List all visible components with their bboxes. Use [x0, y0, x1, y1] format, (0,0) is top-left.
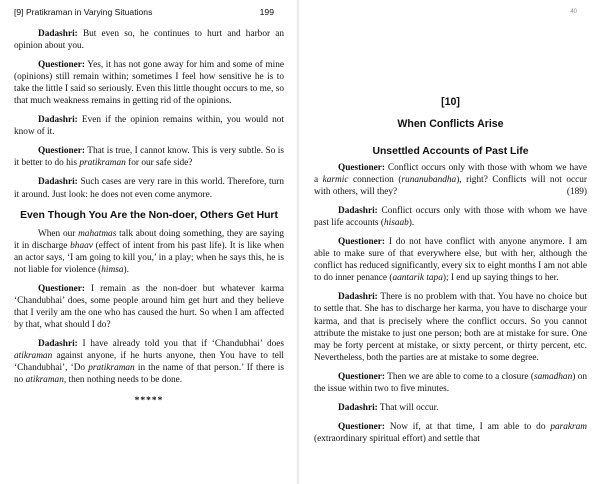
paragraph-text: But even so, he continues to hurt and harbor an opinion about you. — [14, 29, 284, 52]
paragraph-text: Such cases are very rare in this world. Therefore, turn it around. Just look: he does not even come anymore. — [14, 177, 284, 200]
speaker-label: Questioner: — [338, 421, 385, 432]
paragraph — [314, 236, 587, 284]
paragraph — [14, 176, 284, 200]
page-number: 40 — [570, 9, 577, 15]
speaker-label: Questioner: — [38, 60, 85, 71]
section-heading: Even Though You Are the Non-doer, Others Get Hurt — [20, 209, 278, 221]
paragraph-text: Conflict occurs only with those with whom we have past life accounts (hisaab). — [314, 206, 587, 229]
paragraph-text: Even if the opinion remains within, you would not know of it. — [14, 115, 284, 138]
left-page-header — [14, 4, 284, 21]
book-gutter — [296, 0, 300, 484]
speaker-label: Dadashri: — [38, 177, 78, 188]
speaker-label: Dadashri: — [38, 29, 78, 39]
paragraph — [14, 59, 284, 107]
paragraph — [314, 162, 587, 198]
speaker-label: Questioner: — [338, 371, 385, 382]
paragraph — [314, 402, 587, 414]
speaker-label: Dadashri: — [38, 115, 78, 126]
paragraph-text: I remain as the non-doer but whatever karma ‘Chandubhai’ does, some people around him get hurt and they believe that I verily am the one who has caused the hurt. So when I am affected by that, what should I do? — [14, 283, 284, 330]
running-head: [9] Pratikraman in Varying Situations — [14, 7, 153, 17]
paragraph — [14, 114, 284, 138]
paragraph-text: That will occur. — [377, 402, 439, 413]
paragraph — [14, 338, 284, 386]
paragraph-text: I have already told you that if ‘Chandubhai’ does atikraman against anyone, if he hurts anyone, then You have to tell ‘Chandubhai’, ‘Do pratikraman in the name of that person.’ If there is no atikraman, then nothing needs to be done. — [14, 338, 284, 386]
speaker-label: Dadashri: — [338, 402, 378, 413]
paragraph — [14, 228, 284, 276]
section-title: Unsettled Accounts of Past Life — [372, 146, 529, 157]
paragraph-text: Conflict occurs only with those with whom we have a karmic connection (runanubandha), right? Conflicts will not occur with others, will they? — [314, 163, 587, 198]
paragraph — [314, 291, 587, 363]
speaker-label: Dadashri: — [38, 338, 78, 349]
paragraph — [14, 28, 284, 52]
paragraph-text: That is true, I cannot know. This is very subtle. So is it better to do his pratikraman for our safe side? — [14, 146, 284, 169]
chapter-title: When Conflicts Arise — [397, 118, 504, 130]
paragraph-text: Now if, at that time, I am able to do parakram (extraordinary spiritual effort) and settle that — [314, 421, 587, 444]
section-end-marker: ***** — [134, 396, 164, 407]
speaker-label: Questioner: — [338, 163, 385, 173]
paragraph — [14, 283, 284, 331]
left-page — [0, 0, 294, 484]
speaker-label: Dadashri: — [338, 292, 378, 303]
paragraph-text: There is no problem with that. You have no choice but to settle that. She has to discharge her karma, you have to discharge your karma, and that is precisely where the conflict occurs. So you cannot attribute the mistake to just one person; both are at mistake for sure. One may be forty percent at mistake, or sixty percent, or thirty percent, etc. Nevertheless, both the parties are at mistake to some degree. — [314, 292, 587, 363]
speaker-label: Questioner: — [338, 237, 385, 248]
speaker-label: Dadashri: — [338, 206, 378, 217]
paragraph — [314, 205, 587, 229]
reference-number: (189) — [566, 187, 587, 198]
paragraph — [314, 371, 587, 395]
speaker-label: Questioner: — [38, 283, 85, 294]
chapter-number: [10] — [441, 96, 460, 108]
paragraph-text: I do not have conflict with anyone anymore. I am able to make sure of that everywhere else, but with her, although the conflict has reduced significantly, every six to eight months I am not able to do inner penance (aantarik tapa); I end up saying things to her. — [314, 237, 587, 284]
right-page-header — [314, 4, 587, 21]
paragraph-text: Yes, it has not gone away for him and some of mine (opinions) still remain within; sometimes I feel how sensitive he is to take the little I said so seriously. Even this little thought occurs to me, so that much weakness remains in getting rid of the opinions. — [14, 60, 284, 107]
right-page — [302, 0, 599, 484]
speaker-label: Questioner: — [38, 146, 85, 157]
paragraph — [314, 421, 587, 445]
paragraph-text: When our mahatmas talk about doing something, they are saying it in discharge bhaav (effect of intent from his past life). It is like when an actor says, ‘I am going to kill you,’ in a play; when he says this, he is not liable for violence (himsa). — [14, 228, 284, 275]
paragraph-text: Then we are able to come to a closure (samadhan) on the issue within two to five minutes. — [314, 371, 587, 394]
page-number: 199 — [259, 7, 274, 17]
paragraph — [14, 145, 284, 169]
